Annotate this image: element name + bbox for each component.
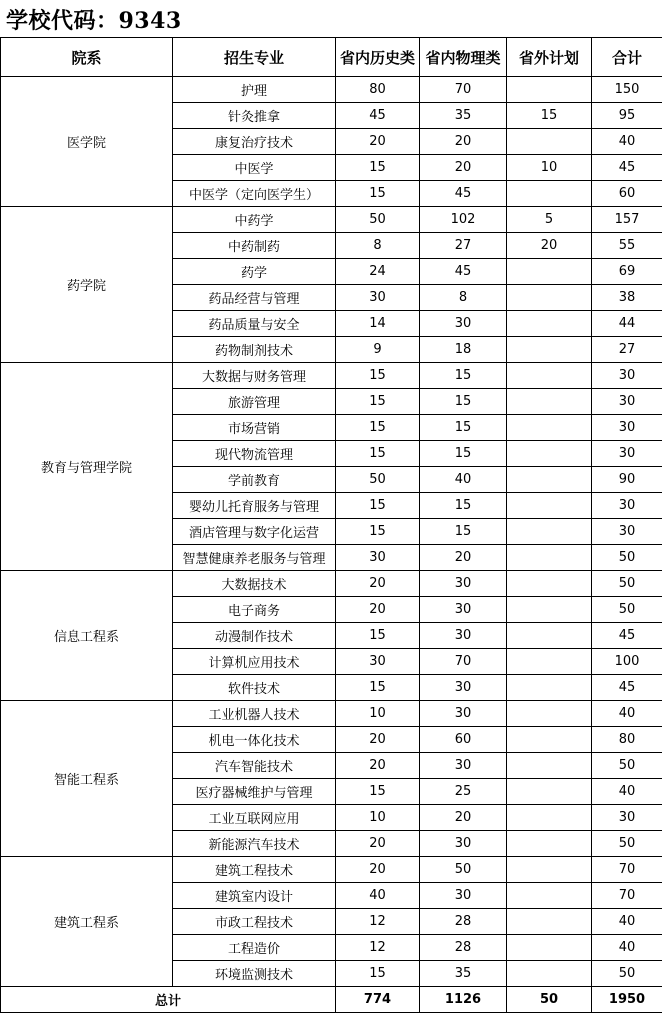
- out-of-province-cell: [507, 857, 592, 883]
- major-cell: 动漫制作技术: [173, 623, 336, 649]
- table-row: [1, 857, 662, 883]
- major-cell: 旅游管理: [173, 389, 336, 415]
- table-row: [1, 701, 662, 727]
- physics-count-cell: 40: [420, 467, 507, 493]
- physics-count-cell: 30: [420, 571, 507, 597]
- physics-count-cell: 18: [420, 337, 507, 363]
- physics-count-cell: 35: [420, 961, 507, 987]
- row-total-cell: 30: [592, 389, 662, 415]
- history-count-cell: 40: [336, 883, 420, 909]
- major-cell: 中药制药: [173, 233, 336, 259]
- major-cell: 工程造价: [173, 935, 336, 961]
- row-total-cell: 70: [592, 857, 662, 883]
- row-total-cell: 69: [592, 259, 662, 285]
- history-count-cell: 15: [336, 493, 420, 519]
- row-total-cell: 150: [592, 77, 662, 103]
- history-count-cell: 10: [336, 805, 420, 831]
- row-total-cell: 50: [592, 571, 662, 597]
- history-count-cell: 20: [336, 571, 420, 597]
- history-count-cell: 9: [336, 337, 420, 363]
- major-cell: 药学: [173, 259, 336, 285]
- physics-count-cell: 15: [420, 493, 507, 519]
- history-count-cell: 50: [336, 207, 420, 233]
- physics-count-cell: 28: [420, 909, 507, 935]
- major-cell: 学前教育: [173, 467, 336, 493]
- out-of-province-cell: [507, 571, 592, 597]
- history-count-cell: 20: [336, 857, 420, 883]
- header-out-of-province: 省外计划: [507, 38, 592, 77]
- history-count-cell: 12: [336, 909, 420, 935]
- row-total-cell: 30: [592, 441, 662, 467]
- history-count-cell: 20: [336, 753, 420, 779]
- row-total-cell: 50: [592, 597, 662, 623]
- out-of-province-cell: [507, 129, 592, 155]
- major-cell: 工业机器人技术: [173, 701, 336, 727]
- out-of-province-cell: [507, 909, 592, 935]
- row-total-cell: 30: [592, 415, 662, 441]
- major-cell: 药品质量与安全: [173, 311, 336, 337]
- out-of-province-cell: 15: [507, 103, 592, 129]
- grand-total-label: 总计: [1, 987, 336, 1013]
- history-count-cell: 12: [336, 935, 420, 961]
- physics-count-cell: 20: [420, 545, 507, 571]
- out-of-province-cell: [507, 701, 592, 727]
- major-cell: 医疗器械维护与管理: [173, 779, 336, 805]
- physics-count-cell: 30: [420, 675, 507, 701]
- physics-count-cell: 27: [420, 233, 507, 259]
- history-count-cell: 15: [336, 675, 420, 701]
- physics-count-cell: 8: [420, 285, 507, 311]
- physics-count-cell: 30: [420, 701, 507, 727]
- grand-total-physics: 1126: [420, 987, 507, 1013]
- out-of-province-cell: [507, 493, 592, 519]
- department-name: 建筑工程系: [1, 857, 173, 987]
- history-count-cell: 24: [336, 259, 420, 285]
- header-in-province-history: 省内历史类: [336, 38, 420, 77]
- history-count-cell: 20: [336, 727, 420, 753]
- out-of-province-cell: [507, 545, 592, 571]
- history-count-cell: 20: [336, 597, 420, 623]
- major-cell: 针灸推拿: [173, 103, 336, 129]
- row-total-cell: 45: [592, 675, 662, 701]
- major-cell: 大数据与财务管理: [173, 363, 336, 389]
- row-total-cell: 100: [592, 649, 662, 675]
- physics-count-cell: 25: [420, 779, 507, 805]
- major-cell: 工业互联网应用: [173, 805, 336, 831]
- physics-count-cell: 15: [420, 363, 507, 389]
- physics-count-cell: 45: [420, 181, 507, 207]
- history-count-cell: 15: [336, 389, 420, 415]
- row-total-cell: 60: [592, 181, 662, 207]
- major-cell: 护理: [173, 77, 336, 103]
- history-count-cell: 15: [336, 363, 420, 389]
- enrollment-table: [0, 37, 662, 1013]
- history-count-cell: 15: [336, 155, 420, 181]
- row-total-cell: 40: [592, 701, 662, 727]
- department-name: 信息工程系: [1, 571, 173, 701]
- out-of-province-cell: [507, 181, 592, 207]
- out-of-province-cell: 5: [507, 207, 592, 233]
- out-of-province-cell: [507, 623, 592, 649]
- row-total-cell: 40: [592, 129, 662, 155]
- out-of-province-cell: [507, 259, 592, 285]
- header-department: 院系: [1, 38, 173, 77]
- header-in-province-physics: 省内物理类: [420, 38, 507, 77]
- history-count-cell: 8: [336, 233, 420, 259]
- history-count-cell: 45: [336, 103, 420, 129]
- history-count-cell: 14: [336, 311, 420, 337]
- row-total-cell: 45: [592, 623, 662, 649]
- major-cell: 中药学: [173, 207, 336, 233]
- physics-count-cell: 30: [420, 597, 507, 623]
- row-total-cell: 40: [592, 935, 662, 961]
- physics-count-cell: 30: [420, 753, 507, 779]
- out-of-province-cell: [507, 753, 592, 779]
- row-total-cell: 90: [592, 467, 662, 493]
- row-total-cell: 70: [592, 883, 662, 909]
- history-count-cell: 20: [336, 129, 420, 155]
- major-cell: 汽车智能技术: [173, 753, 336, 779]
- header-major: 招生专业: [173, 38, 336, 77]
- physics-count-cell: 30: [420, 831, 507, 857]
- major-cell: 中医学: [173, 155, 336, 181]
- header-row: [1, 38, 662, 77]
- history-count-cell: 30: [336, 285, 420, 311]
- row-total-cell: 157: [592, 207, 662, 233]
- major-cell: 酒店管理与数字化运营: [173, 519, 336, 545]
- table-row: [1, 571, 662, 597]
- history-count-cell: 15: [336, 441, 420, 467]
- out-of-province-cell: [507, 389, 592, 415]
- row-total-cell: 40: [592, 779, 662, 805]
- physics-count-cell: 30: [420, 623, 507, 649]
- department-name: 智能工程系: [1, 701, 173, 857]
- major-cell: 电子商务: [173, 597, 336, 623]
- major-cell: 新能源汽车技术: [173, 831, 336, 857]
- out-of-province-cell: [507, 363, 592, 389]
- grand-total-out-of-province: 50: [507, 987, 592, 1013]
- row-total-cell: 27: [592, 337, 662, 363]
- out-of-province-cell: [507, 883, 592, 909]
- out-of-province-cell: [507, 831, 592, 857]
- history-count-cell: 30: [336, 649, 420, 675]
- physics-count-cell: 15: [420, 519, 507, 545]
- major-cell: 大数据技术: [173, 571, 336, 597]
- physics-count-cell: 60: [420, 727, 507, 753]
- row-total-cell: 30: [592, 363, 662, 389]
- out-of-province-cell: [507, 415, 592, 441]
- physics-count-cell: 15: [420, 389, 507, 415]
- major-cell: 环境监测技术: [173, 961, 336, 987]
- out-of-province-cell: 10: [507, 155, 592, 181]
- physics-count-cell: 30: [420, 311, 507, 337]
- row-total-cell: 40: [592, 909, 662, 935]
- department-name: 医学院: [1, 77, 173, 207]
- row-total-cell: 80: [592, 727, 662, 753]
- out-of-province-cell: [507, 441, 592, 467]
- table-row: [1, 77, 662, 103]
- physics-count-cell: 20: [420, 155, 507, 181]
- out-of-province-cell: [507, 805, 592, 831]
- history-count-cell: 15: [336, 623, 420, 649]
- out-of-province-cell: [507, 519, 592, 545]
- out-of-province-cell: [507, 935, 592, 961]
- physics-count-cell: 15: [420, 441, 507, 467]
- row-total-cell: 50: [592, 831, 662, 857]
- major-cell: 市政工程技术: [173, 909, 336, 935]
- physics-count-cell: 50: [420, 857, 507, 883]
- row-total-cell: 45: [592, 155, 662, 181]
- physics-count-cell: 30: [420, 883, 507, 909]
- physics-count-cell: 70: [420, 649, 507, 675]
- history-count-cell: 20: [336, 831, 420, 857]
- row-total-cell: 30: [592, 519, 662, 545]
- row-total-cell: 44: [592, 311, 662, 337]
- row-total-cell: 95: [592, 103, 662, 129]
- out-of-province-cell: [507, 779, 592, 805]
- out-of-province-cell: [507, 727, 592, 753]
- major-cell: 药品经营与管理: [173, 285, 336, 311]
- row-total-cell: 38: [592, 285, 662, 311]
- history-count-cell: 15: [336, 415, 420, 441]
- out-of-province-cell: [507, 285, 592, 311]
- row-total-cell: 30: [592, 805, 662, 831]
- grand-total-row: [1, 987, 662, 1013]
- major-cell: 康复治疗技术: [173, 129, 336, 155]
- grand-total-history: 774: [336, 987, 420, 1013]
- physics-count-cell: 70: [420, 77, 507, 103]
- physics-count-cell: 35: [420, 103, 507, 129]
- history-count-cell: 10: [336, 701, 420, 727]
- department-name: 教育与管理学院: [1, 363, 173, 571]
- physics-count-cell: 28: [420, 935, 507, 961]
- out-of-province-cell: [507, 311, 592, 337]
- history-count-cell: 30: [336, 545, 420, 571]
- table-body: [1, 77, 662, 1013]
- major-cell: 机电一体化技术: [173, 727, 336, 753]
- out-of-province-cell: [507, 77, 592, 103]
- row-total-cell: 50: [592, 753, 662, 779]
- department-name: 药学院: [1, 207, 173, 363]
- out-of-province-cell: [507, 649, 592, 675]
- header-total: 合计: [592, 38, 662, 77]
- out-of-province-cell: [507, 337, 592, 363]
- physics-count-cell: 20: [420, 805, 507, 831]
- history-count-cell: 50: [336, 467, 420, 493]
- major-cell: 市场营销: [173, 415, 336, 441]
- major-cell: 中医学（定向医学生）: [173, 181, 336, 207]
- major-cell: 建筑工程技术: [173, 857, 336, 883]
- major-cell: 建筑室内设计: [173, 883, 336, 909]
- out-of-province-cell: [507, 467, 592, 493]
- school-code-title: 学校代码：9343: [6, 8, 182, 34]
- table-row: [1, 207, 662, 233]
- out-of-province-cell: 20: [507, 233, 592, 259]
- major-cell: 药物制剂技术: [173, 337, 336, 363]
- out-of-province-cell: [507, 961, 592, 987]
- major-cell: 软件技术: [173, 675, 336, 701]
- history-count-cell: 80: [336, 77, 420, 103]
- row-total-cell: 50: [592, 545, 662, 571]
- history-count-cell: 15: [336, 779, 420, 805]
- major-cell: 婴幼儿托育服务与管理: [173, 493, 336, 519]
- row-total-cell: 30: [592, 493, 662, 519]
- table-row: [1, 363, 662, 389]
- major-cell: 计算机应用技术: [173, 649, 336, 675]
- physics-count-cell: 45: [420, 259, 507, 285]
- major-cell: 智慧健康养老服务与管理: [173, 545, 336, 571]
- out-of-province-cell: [507, 675, 592, 701]
- row-total-cell: 55: [592, 233, 662, 259]
- history-count-cell: 15: [336, 961, 420, 987]
- physics-count-cell: 15: [420, 415, 507, 441]
- physics-count-cell: 102: [420, 207, 507, 233]
- major-cell: 现代物流管理: [173, 441, 336, 467]
- history-count-cell: 15: [336, 181, 420, 207]
- grand-total-sum: 1950: [592, 987, 662, 1013]
- physics-count-cell: 20: [420, 129, 507, 155]
- history-count-cell: 15: [336, 519, 420, 545]
- row-total-cell: 50: [592, 961, 662, 987]
- out-of-province-cell: [507, 597, 592, 623]
